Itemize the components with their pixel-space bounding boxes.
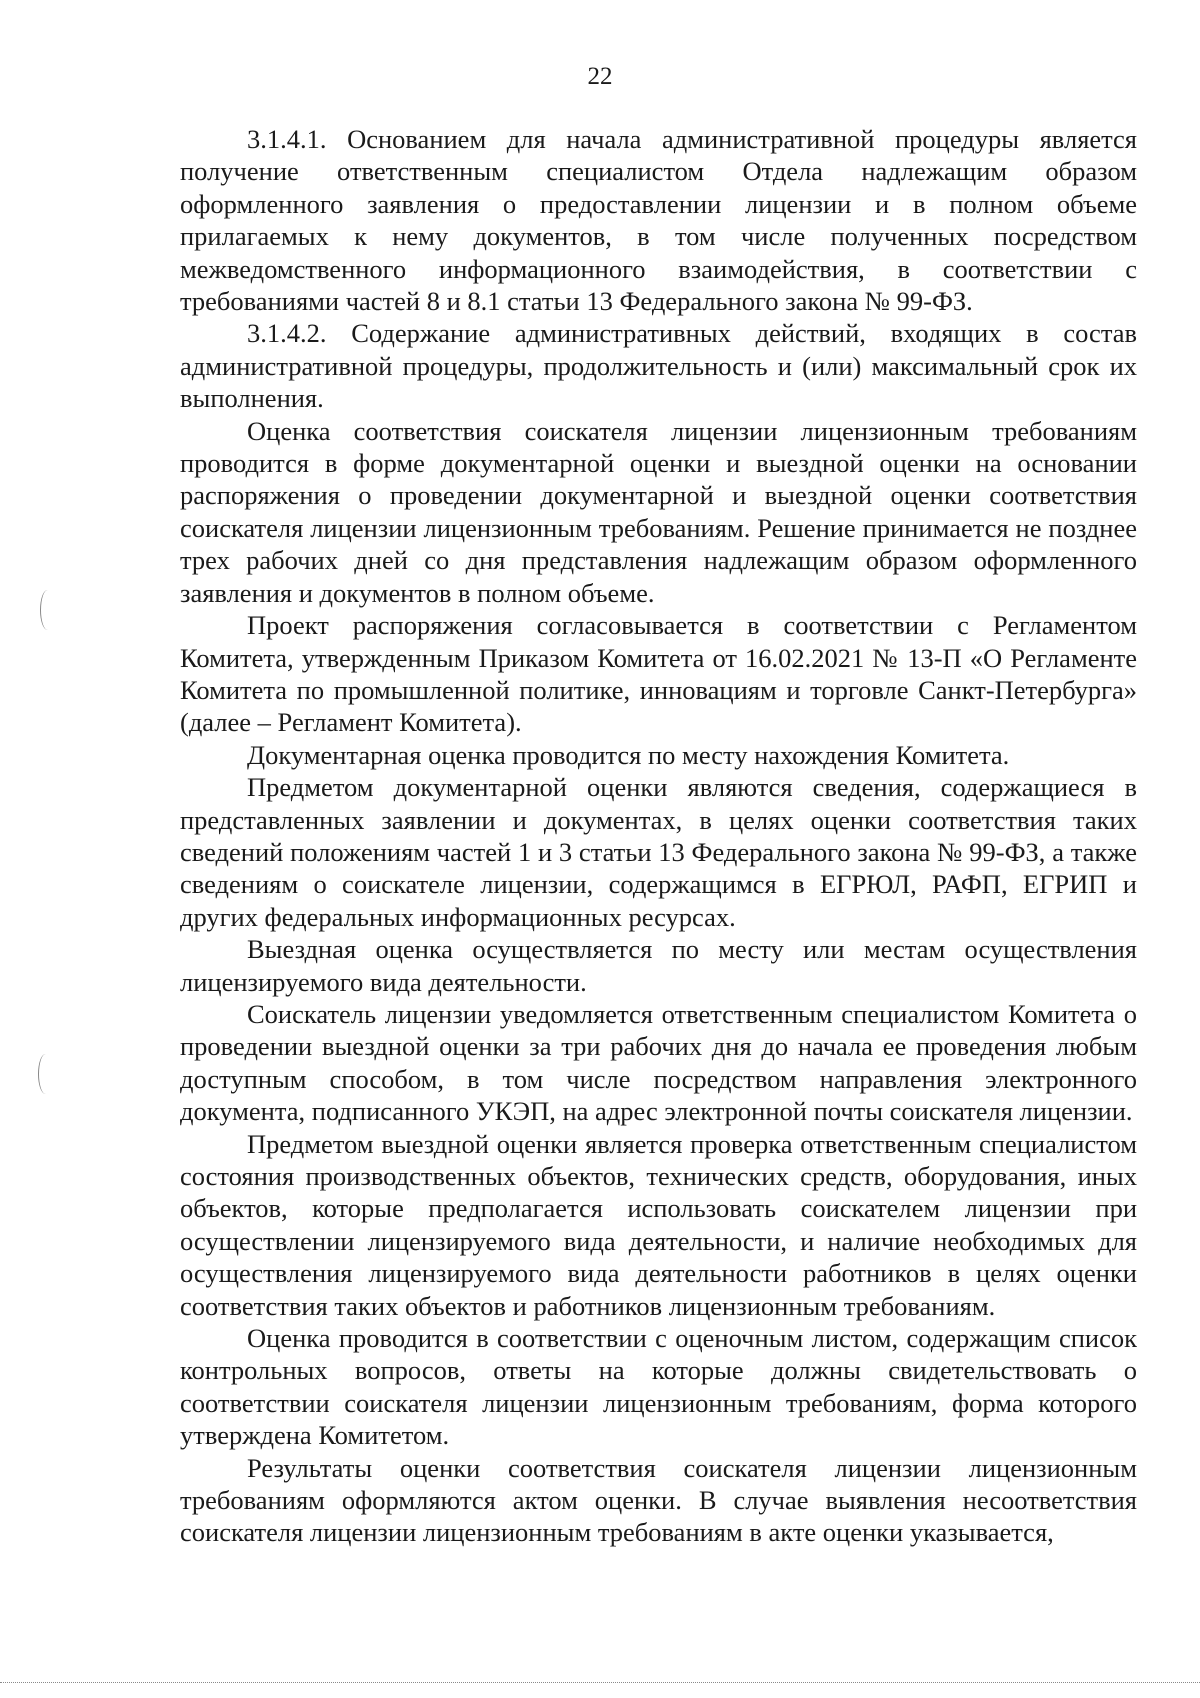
paragraph-assessment-form: Оценка соответствия соискателя лицензии лицензионным требованиям проводится в форме документарной оценки и выездной оценки на основании распоряжения о проведении документарной и выездной оценки соответствия соискателя лицензии лицензионным требованиям. Решение принимается не позднее трех рабочих дней со дня представления надлежащим образом оформленного заявления и документов в полном объеме. — [180, 415, 1137, 608]
document-body — [180, 123, 1137, 1549]
paragraph-documentary-subject: Предметом документарной оценки являются сведения, содержащиеся в представленных заявлении и документах, в целях оценки соответствия таких сведений положениям частей 1 и 3 статьи 13 Федерального закона № 99-ФЗ, а также сведениям о соискателе лицензии, содержащимся в ЕГРЮЛ, РАФП, ЕГРИП и других федеральных информационных ресурсах. — [180, 772, 1137, 932]
page-number: 22 — [587, 63, 613, 90]
paragraph-applicant-notice: Соискатель лицензии уведомляется ответственным специалистом Комитета о проведении выездной оценки за три рабочих дня до начала ее проведения любым доступным способом, в том числе посредством направления электронного документа, подписанного УКЭП, на адрес электронной почты соискателя лицензии. — [180, 998, 1137, 1127]
paragraph-3-1-4-1: 3.1.4.1. Основанием для начала административной процедуры является получение ответственным специалистом Отдела надлежащим образом оформленного заявления о предоставлении лицензии и в полном объеме прилагаемых к нему документов, в том числе полученных посредством межведомственного информационного взаимодействия, в соответствии с требованиями частей 8 и 8.1 статьи 13 Федерального закона № 99-ФЗ. — [180, 124, 1137, 317]
paragraph-assessment-sheet: Оценка проводится в соответствии с оценочным листом, содержащим список контрольных вопросов, ответы на которые должны свидетельствовать о соответствии соискателя лицензии лицензионным требованиям, форма которого утверждена Комитетом. — [180, 1323, 1137, 1451]
scan-edge-line — [0, 1682, 1200, 1683]
paragraph-onsite-location: Выездная оценка осуществляется по месту или местам осуществления лицензируемого вида деятельности. — [180, 934, 1137, 997]
paragraph-onsite-subject: Предметом выездной оценки является проверка ответственным специалистом состояния производственных объектов, технических средств, оборудования, иных объектов, которые предполагается использовать соискателем лицензии при осуществлении лицензируемого вида деятельности, и наличие необходимых для осуществления лицензируемого вида деятельности работников в целях оценки соответствия таких объектов и работников лицензионным требованиям. — [180, 1128, 1137, 1321]
paragraph-3-1-4-2: 3.1.4.2. Содержание административных действий, входящих в состав административной процедуры, продолжительность и (или) максимальный срок их выполнения. — [180, 318, 1137, 414]
binding-hole-mark — [40, 590, 55, 630]
paragraph-draft-order: Проект распоряжения согласовывается в соответствии с Регламентом Комитета, утвержденным Приказом Комитета от 16.02.2021 № 13-П «О Регламенте Комитета по промышленной политике, инновациям и торговле Санкт-Петербурга» (далее – Регламент Комитета). — [180, 610, 1137, 738]
paragraph-documentary-location: Документарная оценка проводится по месту нахождения Комитета. — [247, 739, 1010, 770]
binding-hole-mark — [38, 1054, 53, 1094]
paragraph-assessment-results: Результаты оценки соответствия соискателя лицензии лицензионным требованиям оформляются актом оценки. В случае выявления несоответствия соискателя лицензии лицензионным требованиям в акте оценки указывается, — [180, 1452, 1137, 1548]
